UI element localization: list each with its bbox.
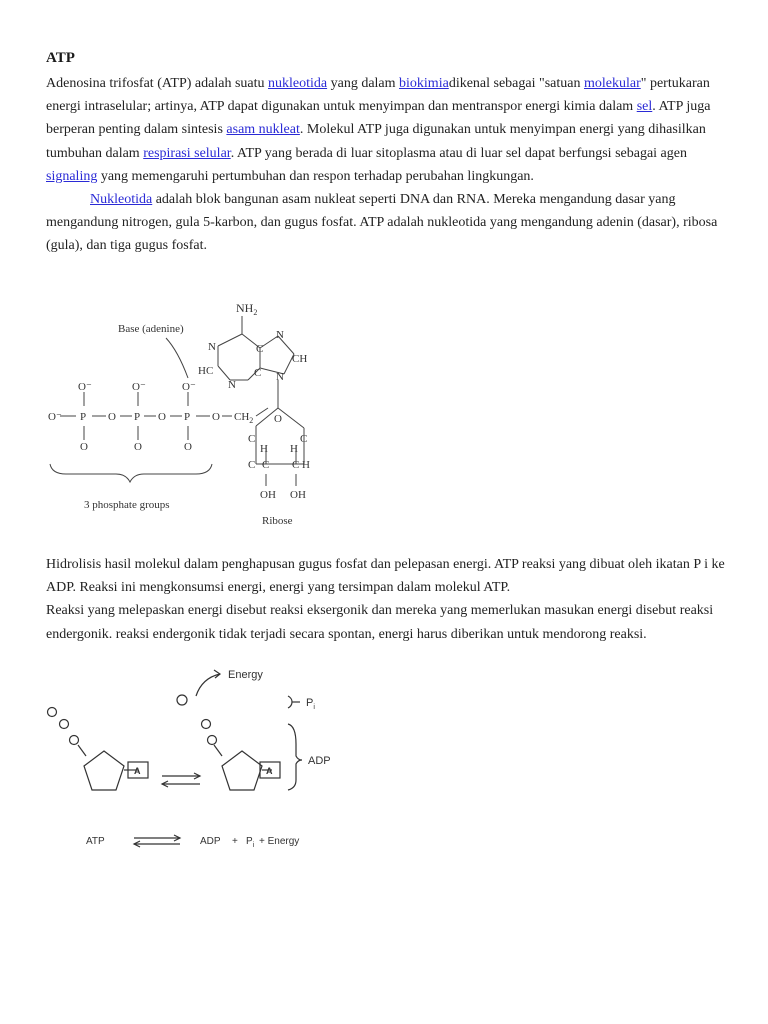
equation-atp: ATP bbox=[86, 836, 105, 847]
pi-label: $P_i$ bbox=[306, 697, 315, 711]
equation-pi: $P_i$ bbox=[246, 836, 255, 849]
ribose-label: Ribose bbox=[262, 515, 293, 527]
atom-n: N bbox=[228, 379, 236, 391]
atom-p: P bbox=[184, 411, 191, 423]
equation-adp: ADP bbox=[200, 836, 221, 847]
atom-o-minus: O⁻ bbox=[182, 381, 196, 393]
text-run: Adenosina trifosfat (ATP) adalah suatu bbox=[46, 76, 268, 91]
link-molekular[interactable]: molekular bbox=[583, 76, 641, 91]
document-body bbox=[46, 48, 726, 258]
atp-adp-diagram bbox=[46, 664, 366, 864]
atom-c: C bbox=[248, 433, 256, 445]
atom-p: P bbox=[80, 411, 87, 423]
link-asam-nukleat[interactable]: asam nukleat bbox=[226, 122, 300, 138]
link-biokimia[interactable]: biokimia bbox=[399, 76, 449, 91]
nh2-label: $NH_2$ bbox=[236, 301, 258, 317]
atom-hc: HC bbox=[198, 365, 214, 377]
paragraph-reaksi: Reaksi yang melepaskan energi disebut reaksi eksergonik dan mereka yang memerlukan masukan energi disebut reaksi endergonik. reaksi endergonik tidak terjadi secara spontan, energi harus diberikan untuk mendorong reaksi. bbox=[46, 603, 714, 642]
atom-o: O bbox=[274, 413, 282, 425]
paragraph-intro bbox=[46, 72, 726, 188]
atp-structure-figure bbox=[46, 296, 376, 536]
atom-o: O bbox=[158, 411, 166, 423]
link-respirasi-selular[interactable]: respirasi selular bbox=[143, 145, 231, 161]
equation-energy: + Energy bbox=[259, 836, 300, 847]
atom-o: O bbox=[108, 411, 116, 423]
link-nukleotida-2[interactable]: Nukleotida bbox=[90, 192, 153, 208]
adp-label: ADP bbox=[308, 755, 331, 767]
atom-c: C bbox=[254, 367, 262, 379]
text-run: adalah blok bangunan asam nukleat seperti DNA dan RNA. Mereka mengandung dasar yang mengandung nitrogen, gula 5-karbon, dan gugus fosfat. ATP adalah nukleotida yang mengandung adenin (dasar), ribosa (gula), dan tiga gugus fosfat. bbox=[46, 192, 718, 254]
atom-c: C bbox=[256, 343, 264, 355]
atom-n: N bbox=[276, 371, 284, 383]
text-run: . ATP yang berada di luar sitoplasma atau di luar sel dapat berfungsi sebagai agen bbox=[230, 145, 687, 161]
atom-oh: OH bbox=[260, 489, 276, 501]
base-adenine-label: Base (adenine) bbox=[118, 323, 184, 335]
atom-o: O bbox=[212, 411, 220, 423]
text-run: . ATP juga berperan penting dalam sintesis bbox=[46, 99, 711, 138]
atom-h: H bbox=[260, 443, 268, 455]
atom-ch2: $CH_2$ bbox=[234, 411, 254, 425]
atom-o: O bbox=[134, 441, 142, 453]
link-nukleotida[interactable]: nukleotida bbox=[268, 76, 328, 91]
energy-label: Energy bbox=[228, 669, 263, 681]
document-body-lower bbox=[46, 553, 726, 646]
atom-o: O bbox=[184, 441, 192, 453]
text-run: yang memengaruhi pertumbuhan dan respon terhadap perubahan lingkungan. bbox=[97, 168, 534, 184]
atom-ch: CH bbox=[292, 353, 308, 365]
atom-c: C bbox=[300, 433, 308, 445]
atom-o-minus: O⁻ bbox=[48, 411, 62, 423]
atom-o: O bbox=[80, 441, 88, 453]
phosphate-groups-label: 3 phosphate groups bbox=[84, 499, 170, 511]
atom-p: P bbox=[134, 411, 141, 423]
atom-o-minus: O⁻ bbox=[78, 381, 92, 393]
text-run: dikenal sebagai "satuan bbox=[448, 76, 584, 91]
atom-c: C bbox=[248, 459, 256, 471]
atp-structure-diagram bbox=[46, 296, 376, 536]
atom-oh: OH bbox=[290, 489, 306, 501]
adenine-box-label: A bbox=[266, 766, 273, 776]
atom-c: C bbox=[262, 459, 270, 471]
text-run: yang dalam bbox=[327, 76, 400, 91]
page-title: ATP bbox=[46, 50, 75, 66]
link-signaling[interactable]: signaling bbox=[46, 168, 98, 184]
atom-o-minus: O⁻ bbox=[132, 381, 146, 393]
text-run: . Molekul ATP juga digunakan untuk menyimpan energi yang dihasilkan tumbuhan dalam bbox=[46, 122, 706, 161]
atom-c: C bbox=[292, 459, 300, 471]
equation-plus: + bbox=[232, 836, 238, 847]
paragraph-hidrolisis: Hidrolisis hasil molekul dalam penghapusan gugus fosfat dan pelepasan energi. ATP reaksi yang dibuat oleh ikatan P i ke ADP. Reaksi ini mengkonsumsi energi, energi yang tersimpan dalam molekul ATP. bbox=[46, 557, 725, 596]
atom-n: N bbox=[276, 329, 284, 341]
atom-n: N bbox=[208, 341, 216, 353]
atp-adp-figure bbox=[46, 664, 366, 864]
atom-h: H bbox=[302, 459, 310, 471]
atom-h: H bbox=[290, 443, 298, 455]
link-sel[interactable]: sel bbox=[636, 99, 653, 115]
adenine-box-label: A bbox=[134, 766, 141, 776]
text-run: " pertukaran energi intraselular; artinya, ATP dapat digunakan untuk menyimpan dan mentranspor energi kimia dalam bbox=[46, 76, 710, 115]
paragraph-nukleotida bbox=[46, 188, 726, 258]
